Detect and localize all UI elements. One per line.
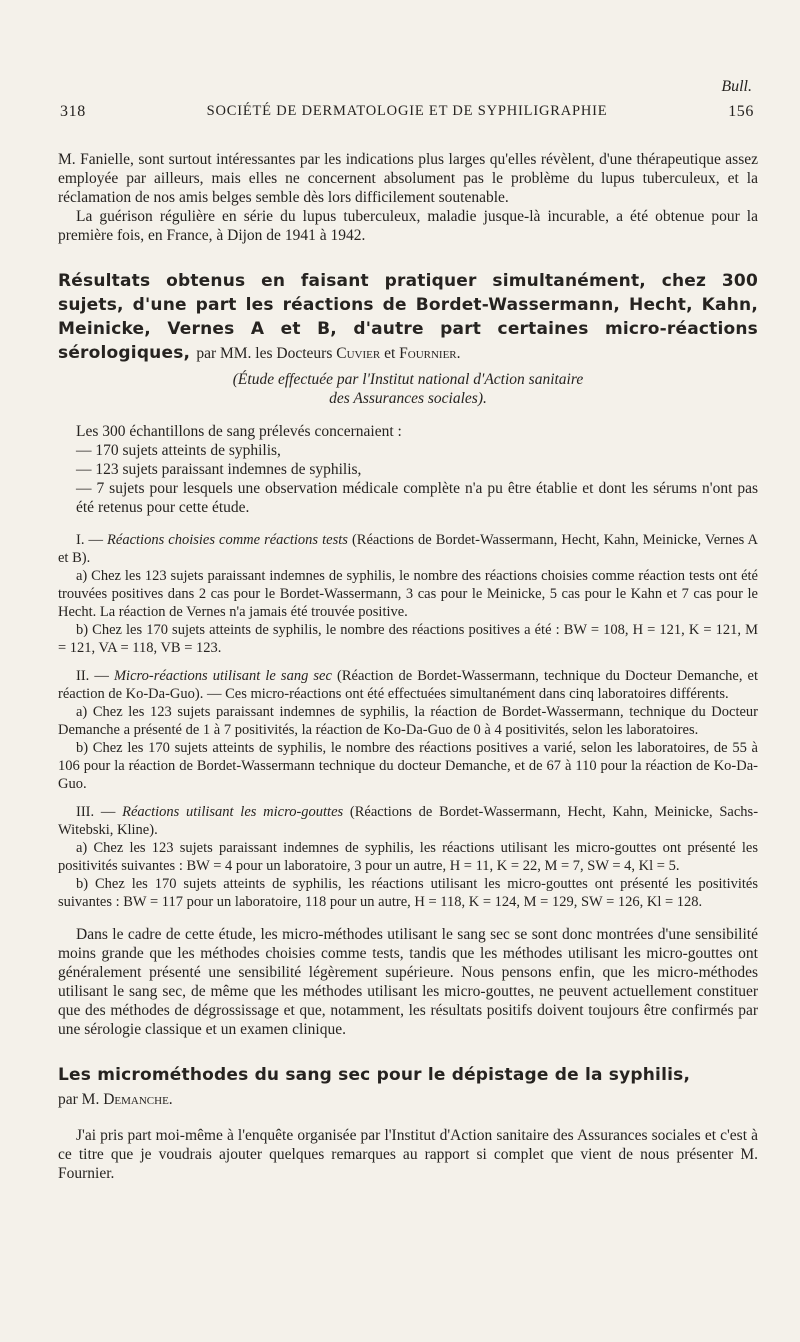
samples-item-syphilis: — 170 sujets atteints de syphilis, bbox=[76, 442, 281, 459]
page-number: 318 bbox=[60, 103, 86, 120]
conclusion-paragraph: Dans le cadre de cette étude, les micro-méthodes utilisant le sang sec se sont donc montrées d'une sensibilité moins grande que les méthodes choisies comme tests, tandis que les méthodes utilisant les micro-gouttes ont généralement présenté une sensibilité légèrement supérieure. Nous pensons enfin, que les micro-méthodes utilisant le sang sec, de même que les méthodes utilisant les micro-gouttes, ne peuvent actuellement constituer que des méthodes de dégrossissage et que, notamment, les résultats positifs doivent toujours être confirmés par une sérologie classique et un examen clinique. bbox=[58, 926, 758, 1038]
section2-author-prefix: par M. bbox=[58, 1091, 100, 1108]
volume-number: 156 bbox=[728, 103, 754, 120]
page-header bbox=[60, 103, 754, 127]
authors-and: et bbox=[384, 345, 396, 362]
part1-b: b) Chez les 170 sujets atteints de syphilis, le nombre des réactions positives a été : BW = 108, H = 121, K = 121, M = 121, VA = 118, VB = 123. bbox=[58, 622, 758, 656]
author-fournier: Fournier. bbox=[399, 345, 461, 362]
study-note-line-1: (Étude effectuée par l'Institut national d'Action sanitaire bbox=[232, 371, 584, 388]
running-title: SOCIÉTÉ DE DERMATOLOGIE ET DE SYPHILIGRAPHIE bbox=[206, 103, 608, 119]
part1-a: a) Chez les 123 sujets paraissant indemnes de syphilis, le nombre des réactions choisies comme réaction tests ont été trouvées positives dans 2 cas pour le Bordet-Wassermann, 3 cas pour le Meinicke, 5 cas pour le Kahn et 7 cas pour le Hecht. La réaction de Vernes n'a jamais été trouvée positive. bbox=[58, 568, 758, 620]
section1-authors bbox=[196, 345, 460, 362]
section1-title-text: Résultats obtenus en faisant pratiquer simultanément, chez 300 sujets, d'une part les réactions de Bordet-Wassermann, Hecht, Kahn, Meinicke, Vernes A et B, d'autre part certaines micro-réactions sérologiques, bbox=[58, 271, 758, 363]
part3-heading bbox=[58, 803, 758, 839]
samples-item-indemnes: — 123 sujets paraissant indemnes de syphilis, bbox=[76, 461, 362, 478]
section2-author-line bbox=[58, 1091, 173, 1108]
intro-paragraph-1: M. Fanielle, sont surtout intéressantes par les indications plus larges qu'elles révèlent, d'une thérapeutique assez employée par ailleurs, mais elles ne concernent absolument pas le problème du lupus tuberculeux, et la réclamation de nos amis belges semble dès lors difficilement soutenable. bbox=[58, 151, 758, 206]
section1-authors-prefix: par MM. les Docteurs bbox=[196, 345, 333, 362]
part1-rest: (Réactions de Bordet-Wassermann, Hecht, Kahn, Meinicke, Vernes A et B). bbox=[58, 532, 759, 566]
part2-heading bbox=[58, 667, 758, 703]
part1-title: Réactions choisies comme réactions tests bbox=[107, 532, 348, 548]
page-content bbox=[58, 150, 758, 1183]
part2-b: b) Chez les 170 sujets atteints de syphilis, le nombre des réactions positives a varié, selon les laboratoires, de 55 à 106 pour la réaction de Bordet-Wassermann technique du docteur Demanche, et de 67 à 110 pour la réaction de Ko-Da-Guo. bbox=[58, 740, 758, 792]
part2-title: Micro-réactions utilisant le sang sec bbox=[113, 668, 332, 684]
samples-item-excluded: — 7 sujets pour lesquels une observation médicale complète n'a pu être établie et dont les sérums n'ont pas été retenus pour cette étude. bbox=[76, 480, 758, 516]
study-note-line-2: des Assurances sociales). bbox=[329, 390, 487, 407]
section2-title-text: Les microméthodes du sang sec pour le dépistage de la syphilis, bbox=[58, 1065, 691, 1085]
part1-label: I. — bbox=[76, 532, 103, 548]
part3-a: a) Chez les 123 sujets paraissant indemnes de syphilis, les réactions utilisant les micro-gouttes ont présenté les positivités suivantes : BW = 4 pour un laboratoire, 3 pour un autre, H = 11, K = 22, M = 7, SW = 4, Kl = 5. bbox=[58, 840, 758, 874]
part3-title: Réactions utilisant les micro-gouttes bbox=[122, 804, 344, 820]
part3-rest: (Réactions de Bordet-Wassermann, Hecht, Kahn, Meinicke, Sachs-Witebski, Kline). bbox=[58, 804, 759, 838]
author-cuvier: Cuvier bbox=[336, 345, 381, 362]
samples-intro: Les 300 échantillons de sang prélevés concernaient : bbox=[76, 423, 402, 440]
part1-heading bbox=[58, 531, 758, 567]
section1-title bbox=[58, 269, 758, 366]
intro-paragraph-2: La guérison régulière en série du lupus tuberculeux, maladie jusque-là incurable, a été obtenue pour la première fois, en France, à Dijon de 1941 à 1942. bbox=[58, 208, 758, 244]
part2-a: a) Chez les 123 sujets paraissant indemnes de syphilis, la réaction de Bordet-Wassermann, technique du Docteur Demanche a présenté de 1 à 7 positivités, la réaction de Ko-Da-Guo de 0 à 4 positivités, selon les laboratoires. bbox=[58, 704, 758, 738]
bull-annotation: Bull. bbox=[721, 78, 752, 95]
section2-title bbox=[58, 1063, 758, 1112]
part2-rest: (Réaction de Bordet-Wassermann, technique du Docteur Demanche, et réaction de Ko-Da-Guo). — Ces micro-réactions ont été effectuées simultanément dans cinq laboratoires différents. bbox=[58, 668, 758, 702]
part3-b: b) Chez les 170 sujets atteints de syphilis, les réactions utilisant les micro-gouttes ont présenté les positivités suivantes : BW = 117 pour un laboratoire, 118 pour un autre, H = 118, K = 124, M = 129, SW = 126, Kl = 128. bbox=[58, 876, 758, 910]
part2-label: II. — bbox=[76, 668, 109, 684]
author-demanche: Demanche. bbox=[103, 1091, 173, 1108]
section2-paragraph-1: J'ai pris part moi-même à l'enquête organisée par l'Institut d'Action sanitaire des Assurances sociales et c'est à ce titre que je voudrais ajouter quelques remarques au rapport si complet que vient de nous présenter M. Fournier. bbox=[58, 1127, 758, 1182]
part3-label: III. — bbox=[76, 804, 116, 820]
